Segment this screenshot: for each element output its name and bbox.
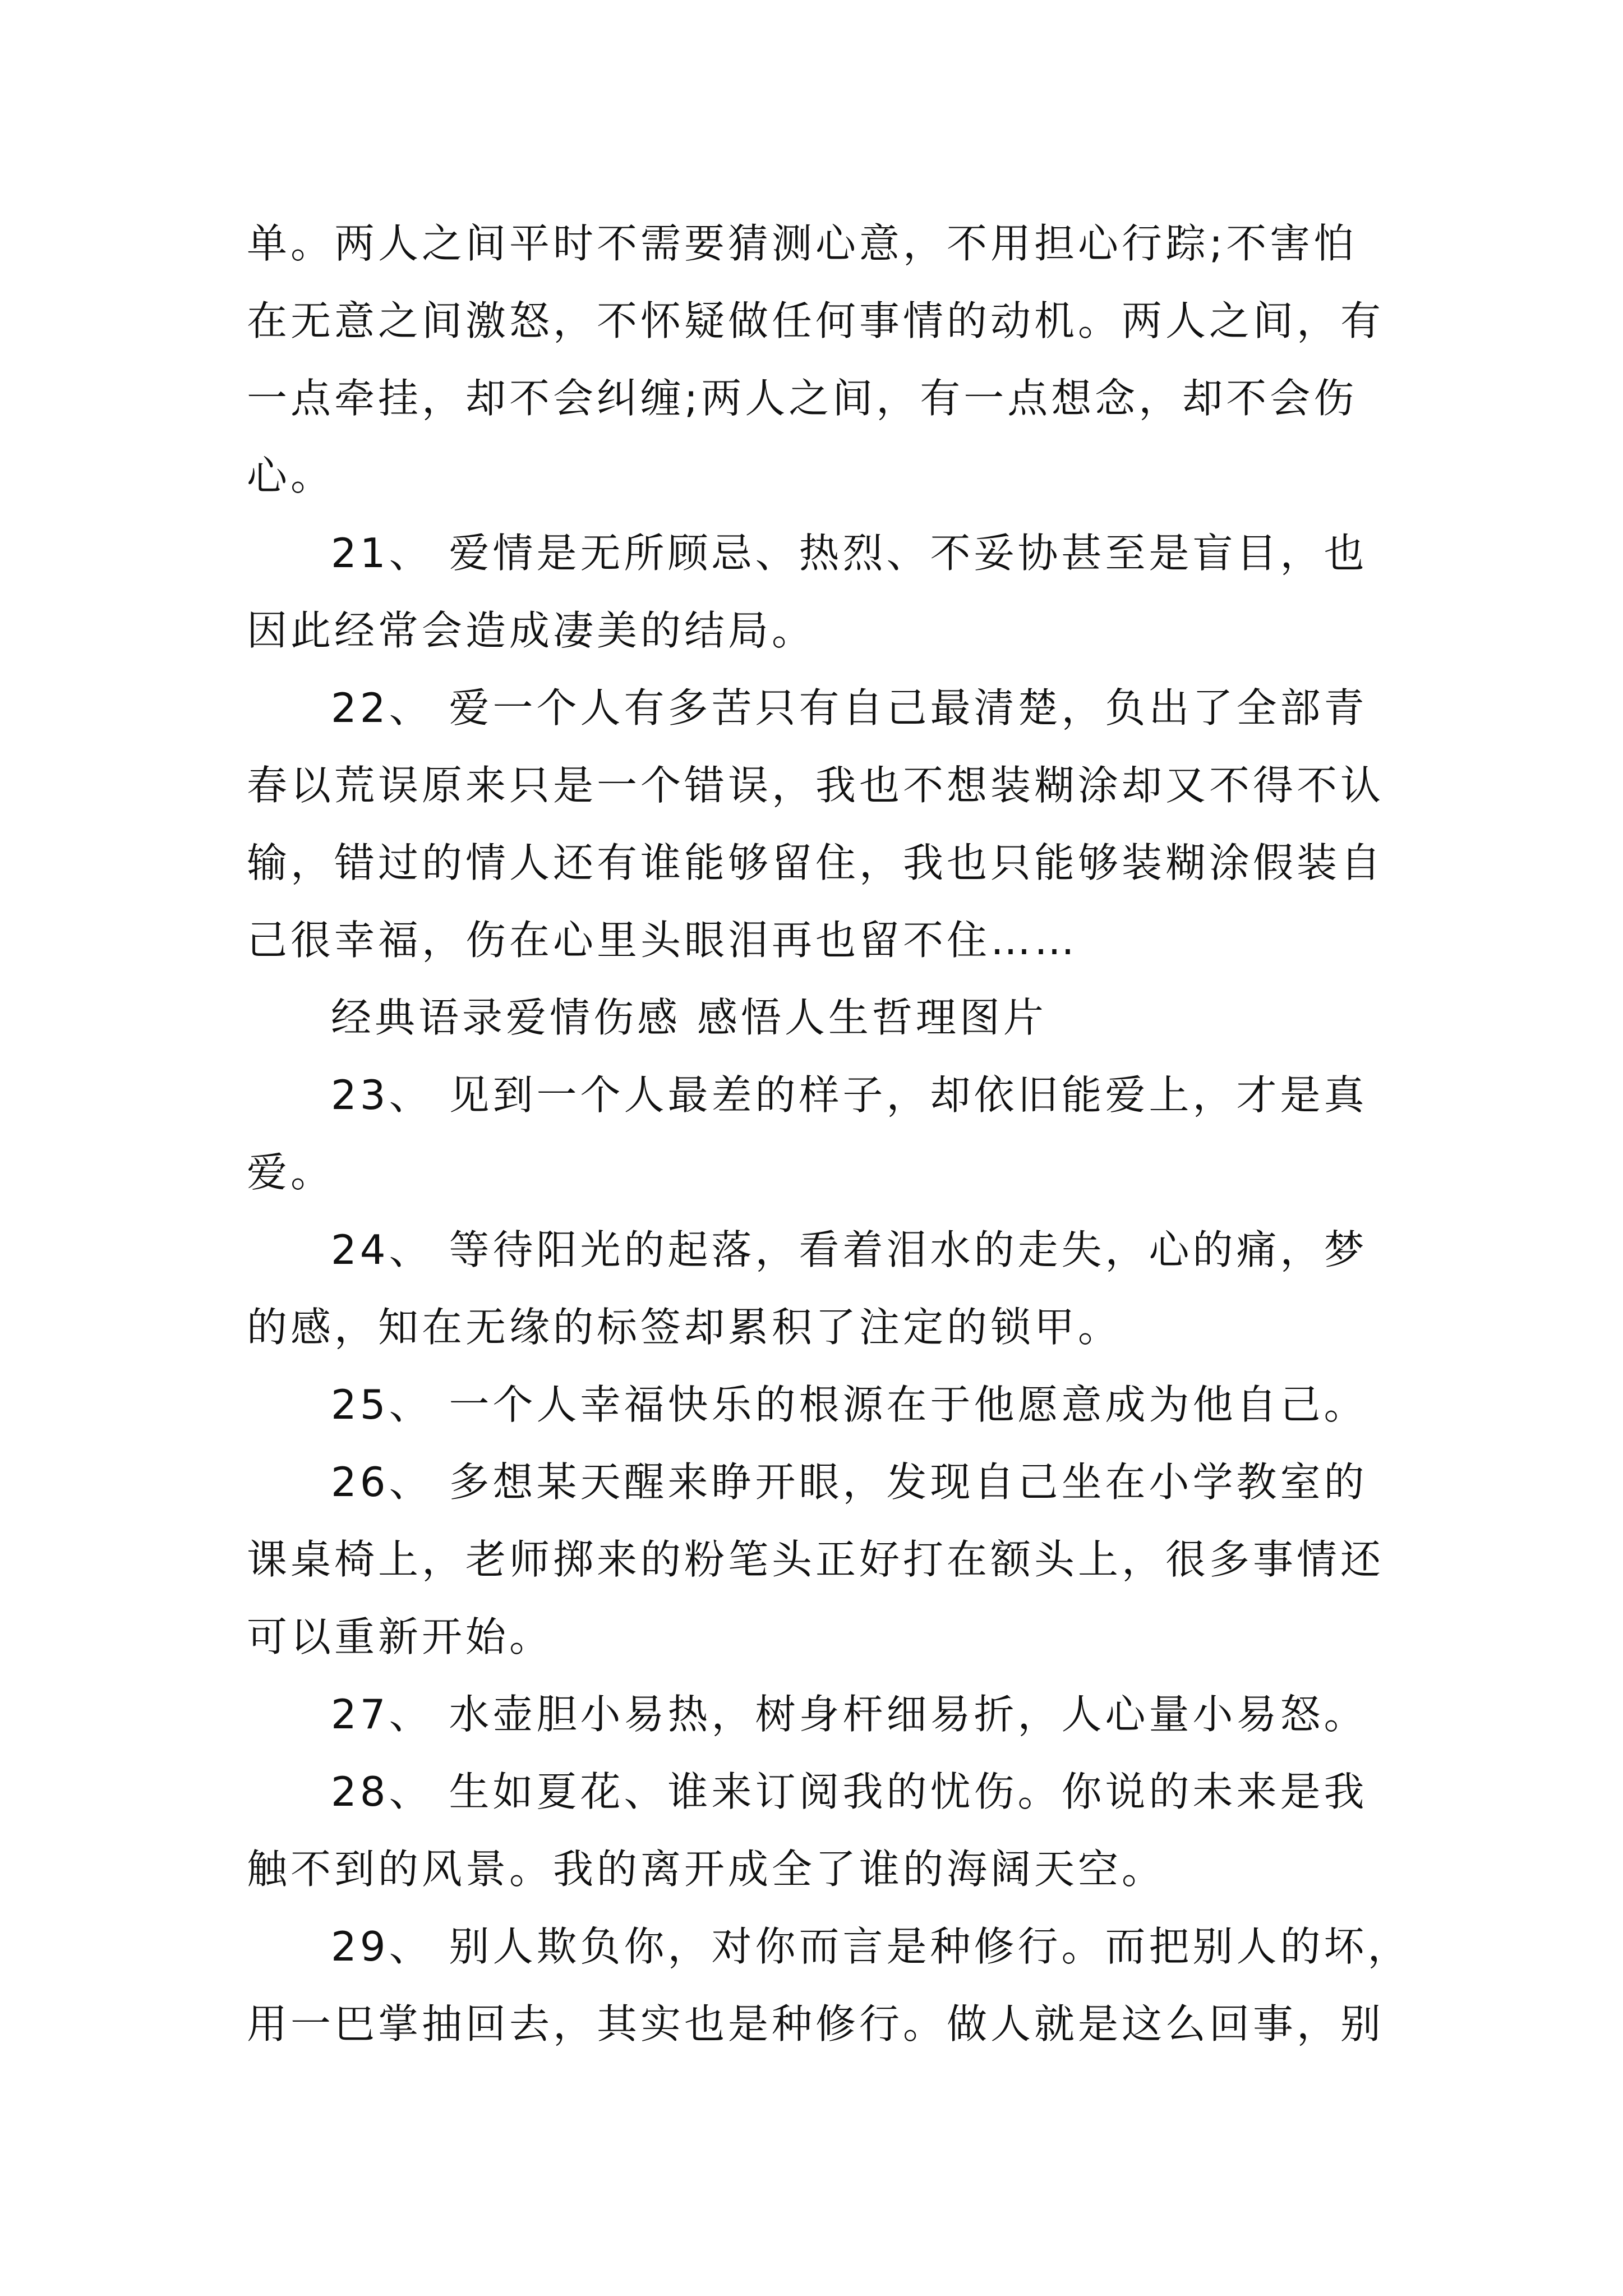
- body-line: 心。: [247, 452, 335, 499]
- body-line: 单。两人之间平时不需要猜测心意，不用担心行踪;不害怕: [247, 220, 1358, 267]
- list-item-27-line: 27、 水壶胆小易热，树身杆细易折，人心量小易怒。: [331, 1691, 1368, 1738]
- list-item-28-line: 28、 生如夏花、谁来订阅我的忧伤。你说的未来是我: [331, 1768, 1368, 1815]
- list-item-29-line: 29、 别人欺负你，对你而言是种修行。而把别人的坏，: [331, 1923, 1412, 1970]
- list-item-26-line: 26、 多想某天醒来睁开眼，发现自己坐在小学教室的: [331, 1458, 1368, 1506]
- body-line: 的感，知在无缘的标签却累积了注定的锁甲。: [247, 1304, 1122, 1351]
- body-line: 输，错过的情人还有谁能够留住，我也只能够装糊涂假装自: [247, 839, 1385, 886]
- list-item-23-line: 23、 见到一个人最差的样子，却依旧能爱上，才是真: [331, 1071, 1368, 1119]
- list-item-24-line: 24、 等待阳光的起落，看着泪水的走失，心的痛，梦: [331, 1226, 1368, 1273]
- body-line: 一点牵挂，却不会纠缠;两人之间，有一点想念，却不会伤: [247, 375, 1358, 422]
- body-line: 己很幸福，伤在心里头眼泪再也留不住……: [247, 917, 1078, 964]
- body-line: 爱。: [247, 1149, 335, 1196]
- body-line: 触不到的风景。我的离开成全了谁的海阔天空。: [247, 1846, 1166, 1893]
- body-line: 春以荒误原来只是一个错误，我也不想装糊涂却又不得不认: [247, 762, 1385, 809]
- body-line: 可以重新开始。: [247, 1613, 554, 1660]
- body-line: 课桌椅上，老师掷来的粉笔头正好打在额头上，很多事情还: [247, 1536, 1385, 1583]
- body-line: 因此经常会造成凄美的结局。: [247, 607, 816, 654]
- body-line: 在无意之间激怒，不怀疑做任何事情的动机。两人之间，有: [247, 297, 1385, 344]
- section-heading: 经典语录爱情伤感 感悟人生哲理图片: [331, 994, 1047, 1041]
- body-line: 用一巴掌抽回去，其实也是种修行。做人就是这么回事，别: [247, 2000, 1385, 2047]
- list-item-25-line: 25、 一个人幸福快乐的根源在于他愿意成为他自己。: [331, 1381, 1368, 1428]
- list-item-21-line: 21、 爱情是无所顾忌、热烈、不妥协甚至是盲目，也: [331, 530, 1368, 577]
- list-item-22-line: 22、 爱一个人有多苦只有自己最清楚，负出了全部青: [331, 684, 1368, 731]
